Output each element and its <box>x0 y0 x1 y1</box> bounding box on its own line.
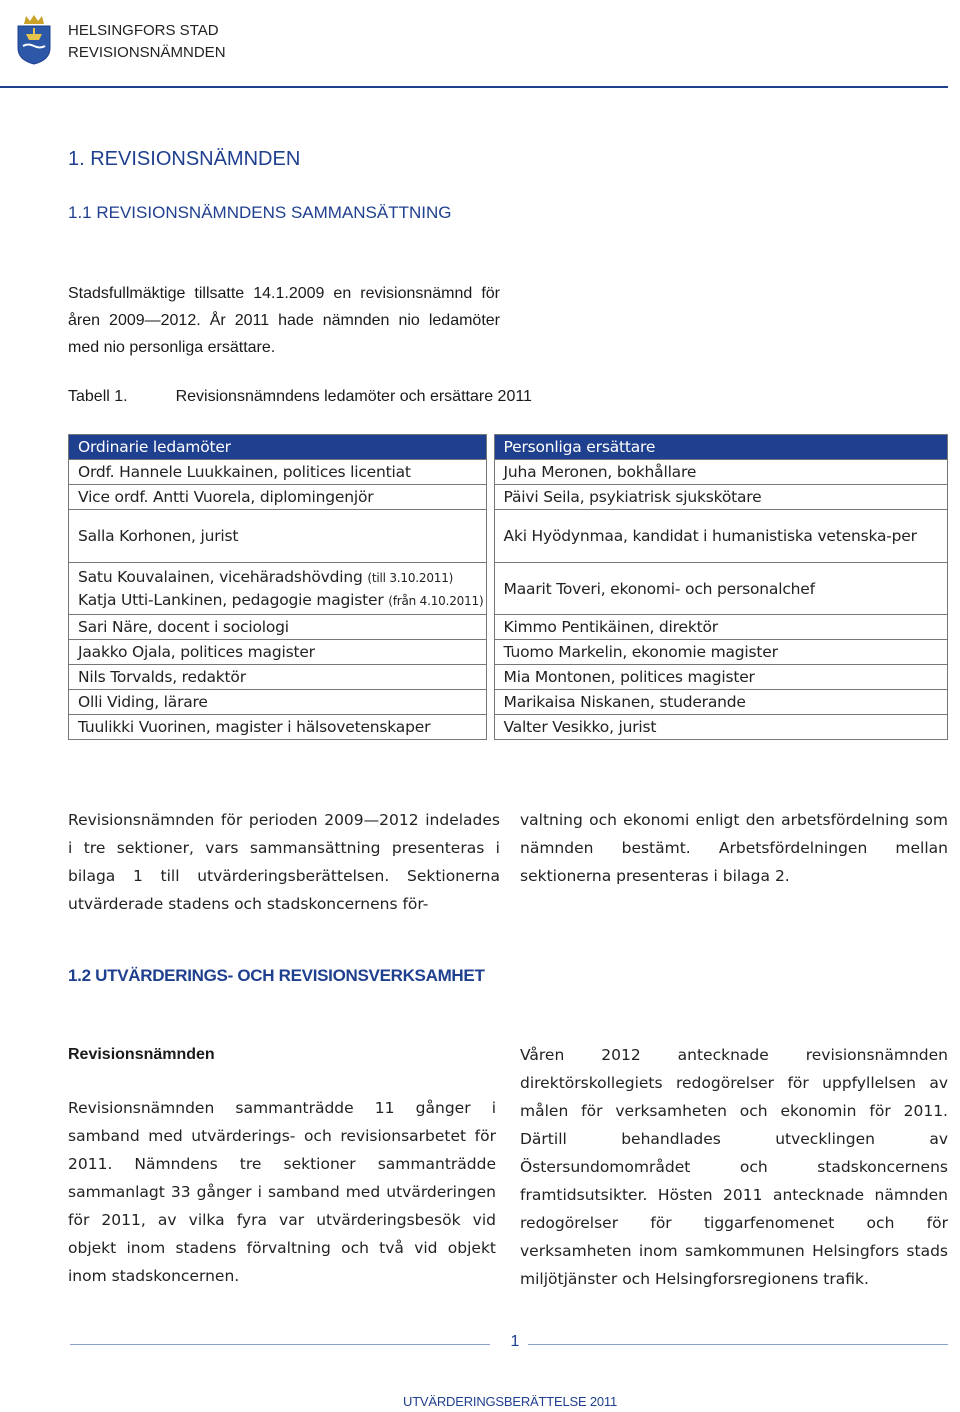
table-row <box>69 715 948 740</box>
substitute-cell: Valter Vesikko, jurist <box>494 715 947 740</box>
member-cell: Salla Korhonen, jurist <box>69 510 487 563</box>
subheading-committee: Revisionsnämnden <box>68 1046 215 1063</box>
members-table <box>68 434 948 740</box>
sections-paragraph-right: valtning och ekonomi enligt den arbetsfördelning som nämnden bestämt. Arbetsfördelningen mellan sektionerna presenteras i bilaga 2. <box>520 811 948 885</box>
substitute-cell: Maarit Toveri, ekonomi- och personalchef <box>494 563 947 615</box>
table-row <box>69 665 948 690</box>
member-term-a: (till 3.10.2011) <box>367 571 454 585</box>
table-row <box>69 485 948 510</box>
substitute-cell: Aki Hyödynmaa, kandidat i humanistiska vetenska-per <box>494 510 947 563</box>
meetings-paragraph: Revisionsnämnden sammanträdde 11 gånger i samband med utvärderings- och revisionsarbetet för 2011. Nämndens tre sektioner sammanträdde sammanlagt 33 gånger i samband med utvärderingen för 2011, av vilka fyra var utvärderingsbesök vid objekt inom stadens förvaltning och två vid objekt inom stadskoncernen. <box>68 1099 496 1285</box>
substitute-cell: Juha Meronen, bokhållare <box>494 460 947 485</box>
table-row <box>69 615 948 640</box>
intro-paragraph: Stadsfullmäktige tillsatte 14.1.2009 en revisionsnämnd för åren 2009—2012. År 2011 hade nämnden nio ledamöter med nio personliga ersättare. <box>68 285 500 356</box>
member-term-b: (från 4.10.2011) <box>388 594 484 608</box>
report-name: UTVÄRDERINGSBERÄTTELSE 2011 <box>403 1394 617 1409</box>
table-caption <box>68 388 532 406</box>
member-cell: Nils Torvalds, redaktör <box>69 665 487 690</box>
table-header-row <box>69 435 948 460</box>
page-number: 1 <box>510 1333 520 1350</box>
table-label: Tabell 1. <box>68 388 128 405</box>
chapter-heading: 1. REVISIONSNÄMNDEN <box>68 148 301 170</box>
table-row <box>69 640 948 665</box>
col-header-substitutes: Personliga ersättare <box>494 435 947 460</box>
helsinki-coat-of-arms-icon <box>14 12 54 66</box>
member-cell: Jaakko Ojala, politices magister <box>69 640 487 665</box>
substitute-cell: Kimmo Pentikäinen, direktör <box>494 615 947 640</box>
col-header-members: Ordinarie ledamöter <box>69 435 487 460</box>
member-name-b: Katja Utti-Lankinen, pedagogie magister <box>78 591 384 609</box>
header-divider <box>0 86 948 88</box>
member-name-a: Satu Kouvalainen, vicehäradshövding <box>78 568 363 586</box>
footer-rule-left <box>70 1344 490 1345</box>
member-cell: Sari Näre, docent i sociologi <box>69 615 487 640</box>
member-cell: Vice ordf. Antti Vuorela, diplomingenjör <box>69 485 487 510</box>
section-heading: 1.1 REVISIONSNÄMNDENS SAMMANSÄTTNING <box>68 203 452 222</box>
table-title: Revisionsnämndens ledamöter och ersättare 2011 <box>175 388 532 405</box>
section-heading-activities: 1.2 UTVÄRDERINGS- OCH REVISIONSVERKSAMHET <box>68 966 485 985</box>
table-row <box>69 460 948 485</box>
table-row <box>69 510 948 563</box>
member-cell <box>69 563 487 615</box>
org-line-committee: REVISIONSNÄMNDEN <box>68 44 226 61</box>
org-line-city: HELSINGFORS STAD <box>68 22 219 39</box>
member-cell: Ordf. Hannele Luukkainen, politices licentiat <box>69 460 487 485</box>
organization-name <box>68 20 226 64</box>
table-row <box>69 563 948 615</box>
substitute-cell: Mia Montonen, politices magister <box>494 665 947 690</box>
sections-paragraph-left: Revisionsnämnden för perioden 2009—2012 indelades i tre sektioner, vars sammansättning presenteras i bilaga 1 till utvärderingsberättelsen. Sektionerna utvärderade stadens och stadskoncernens för- <box>68 811 500 913</box>
member-cell: Olli Viding, lärare <box>69 690 487 715</box>
spring-paragraph: Våren 2012 antecknade revisionsnämnden direktörskollegiets redogörelser för uppfyllelsen av målen för verksamheten och ekonomin för 2011. Därtill behandlades utvecklingen av Östersundomområdet och stadskoncernens framtidsutsikter. Hösten 2011 antecknade nämnden redogörelser för tiggarfenomenet och för verksamheten inom samkommunen Helsingfors stads miljötjänster och Helsingforsregionens trafik. <box>520 1046 948 1288</box>
footer-rule-right <box>528 1344 948 1345</box>
table-row <box>69 690 948 715</box>
substitute-cell: Marikaisa Niskanen, studerande <box>494 690 947 715</box>
substitute-cell: Tuomo Markelin, ekonomie magister <box>494 640 947 665</box>
substitute-cell: Päivi Seila, psykiatrisk sjukskötare <box>494 485 947 510</box>
member-cell: Tuulikki Vuorinen, magister i hälsovetenskaper <box>69 715 487 740</box>
